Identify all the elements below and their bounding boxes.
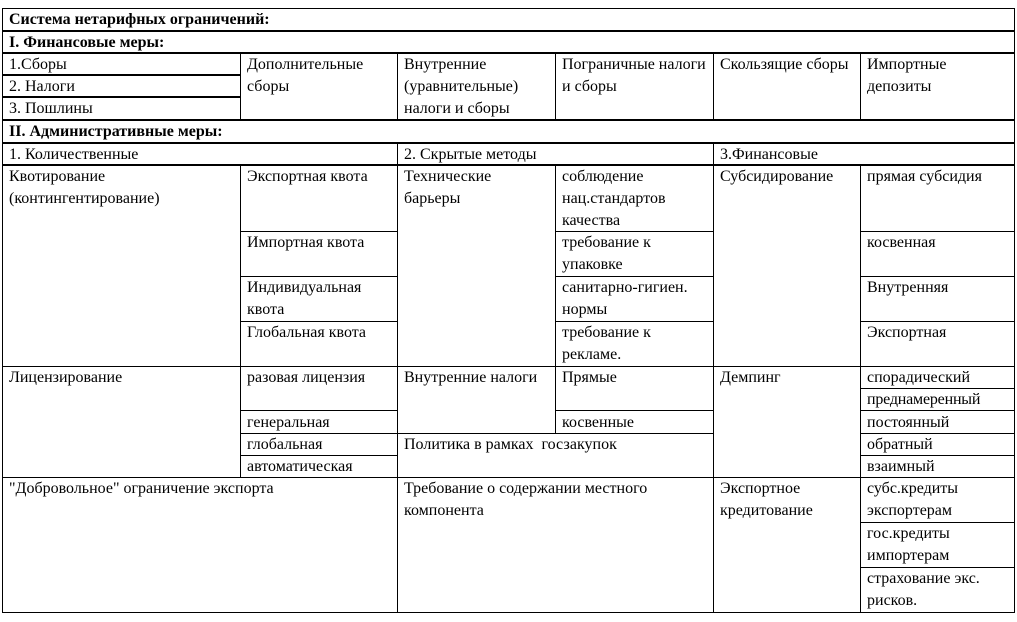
internal-taxes-text: Внутренние налоги <box>404 369 538 386</box>
subsidy-direct-text: прямая субсидия <box>867 168 982 185</box>
fin-additional-fees <box>240 53 398 120</box>
subsidy-internal <box>860 276 1015 322</box>
credit-exporters <box>860 477 1015 523</box>
fin-border-taxes <box>555 53 714 120</box>
subsidy-indirect <box>860 231 1015 277</box>
quota-individual-text: Индивидуальная квота <box>247 279 366 318</box>
procurement-text: Политика в рамках госзакупок <box>404 436 617 453</box>
dumping-sporadic <box>860 366 1015 389</box>
tech-packaging <box>555 231 714 277</box>
dumping-intentional-text: преднамеренный <box>867 391 981 408</box>
credit-importers <box>860 522 1015 568</box>
dumping-reverse <box>860 433 1015 456</box>
dumping-mutual-text: взаимный <box>867 458 935 475</box>
fin-internal-taxes-text: Внутренние (уравнительные) налоги и сборы <box>404 56 523 117</box>
subsidy-text: Субсидирование <box>720 168 834 185</box>
tech-barriers-text: Технические барьеры <box>404 168 496 207</box>
tech-sanitary-text: санитарно-гигиен. нормы <box>562 279 692 318</box>
tech-sanitary <box>555 276 714 322</box>
license-automatic-text: автоматическая <box>247 458 353 475</box>
dumping-text: Демпинг <box>720 369 781 386</box>
administrative-header-text: II. Административные меры: <box>9 123 223 140</box>
adm-financial-text: 3.Финансовые <box>720 146 818 163</box>
tax-direct-text: Прямые <box>562 369 617 386</box>
export-credit-text: Экспортное кредитование <box>720 480 813 519</box>
quota-import-text: Импортная квота <box>247 234 365 251</box>
credit-importers-text: гос.кредиты импортерам <box>867 525 954 564</box>
adm-quantitative-text: 1. Количественные <box>9 146 139 163</box>
dumping-sporadic-text: спорадический <box>867 369 971 386</box>
credit-exporters-text: субс.кредиты экспортерам <box>867 480 963 519</box>
dumping-permanent <box>860 410 1015 434</box>
license-automatic <box>240 455 398 478</box>
license-general-text: генеральная <box>247 414 330 431</box>
credit-insurance-text: страхование экс. рисков. <box>867 570 984 609</box>
license-global <box>240 433 398 456</box>
quota-export-text: Экспортная квота <box>247 168 368 185</box>
local-content-text: Требование о содержании местного компонента <box>404 480 652 519</box>
quota-individual <box>240 276 398 322</box>
subsidy-indirect-text: косвенная <box>867 234 936 251</box>
export-credit-cell <box>713 477 861 613</box>
adm-hidden <box>397 143 714 165</box>
fin-additional-fees-text: Дополнительные сборы <box>247 56 368 95</box>
license-single <box>240 366 398 411</box>
table-title-text: Система нетарифных ограничений: <box>9 11 270 28</box>
tax-direct <box>555 366 714 411</box>
dumping-cell <box>713 366 861 478</box>
subsidy-cell <box>713 165 861 367</box>
adm-quantitative <box>2 143 398 165</box>
license-general <box>240 410 398 434</box>
tech-packaging-text: требование к упаковке <box>562 234 655 273</box>
quota-cell <box>2 165 241 367</box>
tech-advertising <box>555 321 714 367</box>
licensing-cell <box>2 366 241 478</box>
voluntary-restriction-cell <box>2 477 398 613</box>
dumping-mutual <box>860 455 1015 478</box>
dumping-permanent-text: постоянный <box>867 414 950 431</box>
quota-text: Квотирование (контингентирование) <box>9 168 160 207</box>
quota-export <box>240 165 398 232</box>
dumping-intentional <box>860 388 1015 411</box>
voluntary-restriction-text: "Добровольное" ограничение экспорта <box>9 480 274 497</box>
financial-header-text: I. Финансовые меры: <box>9 34 165 51</box>
fin-sliding-fees <box>713 53 861 120</box>
adm-financial <box>713 143 1015 165</box>
fin-border-taxes-text: Пограничные налоги и сборы <box>562 56 710 95</box>
fin-item-taxes-text: 2. Налоги <box>9 78 75 95</box>
fin-internal-taxes <box>397 53 556 120</box>
licensing-text: Лицензирование <box>9 369 123 386</box>
tech-barriers-cell <box>397 165 556 367</box>
tech-standards-text: соблюдение нац.стандартов качества <box>562 168 670 229</box>
fin-import-deposits-text: Импортные депозиты <box>867 56 951 95</box>
fin-sliding-fees-text: Скользящие сборы <box>720 56 849 73</box>
quota-import <box>240 231 398 277</box>
subsidy-internal-text: Внутренняя <box>867 279 949 296</box>
fin-item-duties-text: 3. Пошлины <box>9 100 93 117</box>
quota-global <box>240 321 398 367</box>
tech-standards <box>555 165 714 232</box>
financial-header <box>2 31 1015 53</box>
table-title <box>2 8 1015 31</box>
local-content-cell <box>397 477 714 613</box>
adm-hidden-text: 2. Скрытые методы <box>404 146 537 163</box>
fin-import-deposits <box>860 53 1015 120</box>
dumping-reverse-text: обратный <box>867 436 933 453</box>
procurement-cell <box>397 433 714 478</box>
subsidy-direct <box>860 165 1015 232</box>
fin-item-fees <box>2 53 241 75</box>
tax-indirect-text: косвенные <box>562 414 634 431</box>
fin-item-fees-text: 1.Сборы <box>9 56 67 73</box>
subsidy-export-text: Экспортная <box>867 324 947 341</box>
license-single-text: разовая лицензия <box>247 369 366 386</box>
tech-advertising-text: требование к рекламе. <box>562 324 655 363</box>
fin-item-duties <box>2 97 241 120</box>
internal-taxes-cell <box>397 366 556 434</box>
subsidy-export <box>860 321 1015 367</box>
administrative-header <box>2 120 1015 143</box>
tax-indirect <box>555 410 714 434</box>
quota-global-text: Глобальная квота <box>247 324 367 341</box>
credit-insurance <box>860 567 1015 613</box>
license-global-text: глобальная <box>247 436 323 453</box>
fin-item-taxes <box>2 75 241 97</box>
